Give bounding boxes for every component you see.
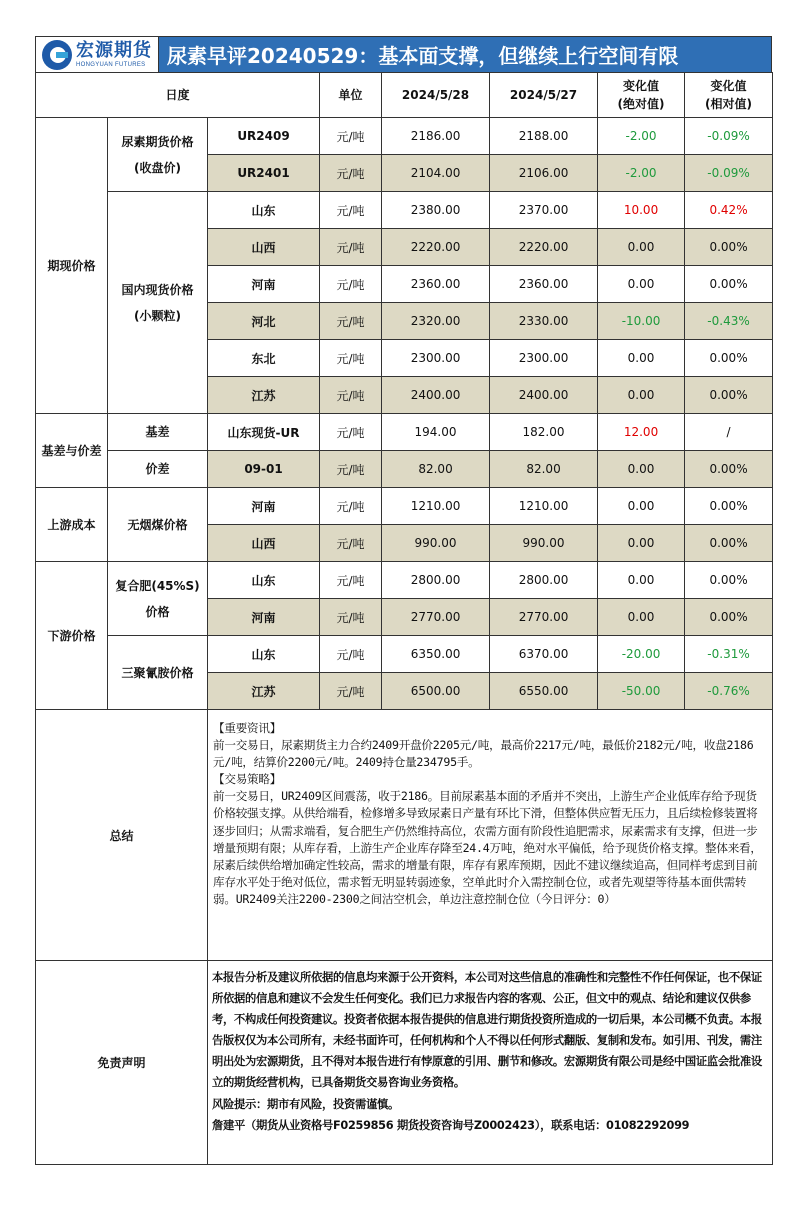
row-abs-change: 12.00	[598, 414, 685, 451]
row-item: 河南	[208, 488, 320, 525]
row-unit: 元/吨	[320, 377, 382, 414]
row-item: 河南	[208, 599, 320, 636]
table-row	[36, 414, 773, 451]
row-rel-change: 0.00%	[685, 562, 773, 599]
row-value-date2: 2360.00	[490, 266, 598, 303]
row-abs-change: -20.00	[598, 636, 685, 673]
company-logo	[36, 37, 159, 72]
row-rel-change: 0.00%	[685, 377, 773, 414]
row-value-date2: 2300.00	[490, 340, 598, 377]
table-header-row	[36, 73, 773, 118]
row-abs-change: -10.00	[598, 303, 685, 340]
row-item: 山西	[208, 229, 320, 266]
row-item: 江苏	[208, 673, 320, 710]
row-value-date1: 2380.00	[382, 192, 490, 229]
row-value-date2: 6370.00	[490, 636, 598, 673]
price-table	[35, 72, 773, 1165]
row-abs-change: 0.00	[598, 340, 685, 377]
row-item: UR2401	[208, 155, 320, 192]
group-label-upstream_cost: 上游成本	[36, 488, 108, 562]
group-label-basis_spread: 基差与价差	[36, 414, 108, 488]
row-abs-change: 0.00	[598, 377, 685, 414]
row-value-date2: 2330.00	[490, 303, 598, 340]
row-rel-change: -0.31%	[685, 636, 773, 673]
header-date2: 2024/5/27	[490, 73, 598, 118]
logo-wordmark	[76, 39, 152, 68]
strategy-body: 前一交易日，UR2409区间震荡，收于2186。目前尿素基本面的矛盾并不突出，上游生产企业低库存给予现货价格较强支撑。从供给端看，检修增多导致尿素日产量有环比下滑，但整体供应暂无压力，且后续检修装置将逐步回归；从需求端看，复合肥生产仍然维持高位，农需方面有阶段性追肥需求，尿素需求有支撑，但进一步增量预期有限；从库存看，上游生产企业库存降至24.4万吨，绝对水平偏低，给予现货价格支撑。整体来看，尿素后续供给增加确定性较高，需求的增量有限，库存有累库预期，因此不建议继续追高，但同样考虑到目前库存水平处于绝对低位，需求暂无明显转弱迹象，空单此时介入需控制仓位，或者先观望等待基本面供需转弱。UR2409关注2200-2300之间沽空机会，单边注意控制仓位（今日评分：0）	[213, 789, 762, 906]
report-header	[35, 36, 772, 72]
row-unit: 元/吨	[320, 673, 382, 710]
row-item: UR2409	[208, 118, 320, 155]
row-value-date1: 82.00	[382, 451, 490, 488]
row-value-date2: 2220.00	[490, 229, 598, 266]
row-value-date2: 2188.00	[490, 118, 598, 155]
row-value-date2: 182.00	[490, 414, 598, 451]
row-abs-change: 0.00	[598, 266, 685, 303]
row-abs-change: 0.00	[598, 451, 685, 488]
row-abs-change: 0.00	[598, 229, 685, 266]
row-unit: 元/吨	[320, 155, 382, 192]
row-value-date1: 990.00	[382, 525, 490, 562]
row-unit: 元/吨	[320, 525, 382, 562]
table-row	[36, 451, 773, 488]
summary-row	[36, 710, 773, 961]
row-value-date2: 6550.00	[490, 673, 598, 710]
row-rel-change: 0.42%	[685, 192, 773, 229]
row-item: 河北	[208, 303, 320, 340]
row-unit: 元/吨	[320, 229, 382, 266]
report-title: 尿素早评20240529：基本面支撑，但继续上行空间有限	[159, 37, 771, 72]
row-item: 09-01	[208, 451, 320, 488]
row-value-date1: 2320.00	[382, 303, 490, 340]
summary-text	[208, 710, 773, 961]
row-item: 江苏	[208, 377, 320, 414]
row-unit: 元/吨	[320, 636, 382, 673]
row-value-date2: 82.00	[490, 451, 598, 488]
logo-english-name: HONGYUAN FUTURES	[76, 61, 146, 68]
risk-warning: 风险提示：期市有风险，投资需谨慎。	[212, 1097, 399, 1111]
row-rel-change: -0.09%	[685, 155, 773, 192]
row-item: 山西	[208, 525, 320, 562]
row-unit: 元/吨	[320, 303, 382, 340]
row-rel-change: 0.00%	[685, 340, 773, 377]
row-item: 山东	[208, 562, 320, 599]
row-rel-change: 0.00%	[685, 525, 773, 562]
row-value-date1: 2300.00	[382, 340, 490, 377]
subgroup-label-anthracite: 无烟煤价格	[108, 488, 208, 562]
row-rel-change: -0.43%	[685, 303, 773, 340]
row-rel-change: -0.09%	[685, 118, 773, 155]
disclaimer-text	[208, 961, 773, 1165]
row-value-date1: 2104.00	[382, 155, 490, 192]
header-dimension: 日度	[36, 73, 320, 118]
row-abs-change: -2.00	[598, 118, 685, 155]
row-value-date2: 2400.00	[490, 377, 598, 414]
row-value-date1: 194.00	[382, 414, 490, 451]
row-item: 东北	[208, 340, 320, 377]
row-rel-change: 0.00%	[685, 451, 773, 488]
header-date1: 2024/5/28	[382, 73, 490, 118]
row-item: 山东	[208, 192, 320, 229]
table-row	[36, 636, 773, 673]
row-rel-change: 0.00%	[685, 229, 773, 266]
header-unit: 单位	[320, 73, 382, 118]
row-abs-change: 0.00	[598, 525, 685, 562]
row-value-date2: 2370.00	[490, 192, 598, 229]
row-value-date1: 2400.00	[382, 377, 490, 414]
group-label-futures_spot: 期现价格	[36, 118, 108, 414]
row-value-date1: 2770.00	[382, 599, 490, 636]
table-row	[36, 118, 773, 155]
row-value-date2: 2800.00	[490, 562, 598, 599]
row-unit: 元/吨	[320, 340, 382, 377]
row-value-date1: 6350.00	[382, 636, 490, 673]
header-abs-change: 变化值 (绝对值)	[598, 73, 685, 118]
row-value-date2: 2106.00	[490, 155, 598, 192]
row-value-date1: 2800.00	[382, 562, 490, 599]
news-heading: 【重要资讯】	[213, 721, 282, 735]
subgroup-label-spread: 价差	[108, 451, 208, 488]
subgroup-label-basis: 基差	[108, 414, 208, 451]
disclaimer-label: 免责声明	[36, 961, 208, 1165]
row-rel-change: 0.00%	[685, 488, 773, 525]
row-value-date2: 2770.00	[490, 599, 598, 636]
row-abs-change: -2.00	[598, 155, 685, 192]
row-unit: 元/吨	[320, 414, 382, 451]
row-unit: 元/吨	[320, 562, 382, 599]
row-unit: 元/吨	[320, 488, 382, 525]
row-rel-change: /	[685, 414, 773, 451]
row-abs-change: 0.00	[598, 599, 685, 636]
table-row	[36, 488, 773, 525]
row-unit: 元/吨	[320, 599, 382, 636]
row-value-date2: 990.00	[490, 525, 598, 562]
table-row	[36, 192, 773, 229]
logo-chinese-name: 宏源期货	[76, 39, 152, 61]
subgroup-label-compound_fert: 复合肥(45%S) 价格	[108, 562, 208, 636]
row-unit: 元/吨	[320, 266, 382, 303]
row-unit: 元/吨	[320, 451, 382, 488]
row-unit: 元/吨	[320, 192, 382, 229]
strategy-heading: 【交易策略】	[213, 772, 282, 787]
disclaimer-body: 本报告分析及建议所依据的信息均来源于公开资料，本公司对这些信息的准确性和完整性不作任何保证，也不保证所依据的信息和建议不会发生任何变化。我们已力求报告内容的客观、公正，但文中的观点、结论和建议仅供参考，不构成任何投资建议。投资者依据本报告提供的信息进行期货投资所造成的一切后果，本公司概不负责。本报告版权仅为本公司所有，未经书面许可，任何机构和个人不得以任何形式翻版、复制和发布。如引用、刊发，需注明出处为宏源期货，且不得对本报告进行有悖原意的引用、删节和修改。宏源期货有限公司是经中国证监会批准设立的期货经营机构，已具备期货交易咨询业务资格。	[212, 971, 762, 1090]
subgroup-label-melamine: 三聚氰胺价格	[108, 636, 208, 710]
row-value-date1: 2360.00	[382, 266, 490, 303]
row-rel-change: 0.00%	[685, 266, 773, 303]
author-contact: 詹建平（期货从业资格号F0259856 期货投资咨询号Z0002423），联系电话：01082292099	[212, 1118, 690, 1132]
header-rel-change: 变化值 (相对值)	[685, 73, 773, 118]
row-value-date1: 2186.00	[382, 118, 490, 155]
subgroup-label-domestic_spot: 国内现货价格 (小颗粒)	[108, 192, 208, 414]
group-label-downstream_price: 下游价格	[36, 562, 108, 710]
urea-morning-report	[35, 36, 772, 1165]
row-value-date1: 1210.00	[382, 488, 490, 525]
row-rel-change: 0.00%	[685, 599, 773, 636]
row-item: 山东现货-UR	[208, 414, 320, 451]
row-item: 山东	[208, 636, 320, 673]
disclaimer-row	[36, 961, 773, 1165]
summary-label: 总结	[36, 710, 208, 961]
row-unit: 元/吨	[320, 118, 382, 155]
row-abs-change: -50.00	[598, 673, 685, 710]
row-abs-change: 0.00	[598, 562, 685, 599]
news-body: 前一交易日，尿素期货主力合约2409开盘价2205元/吨，最高价2217元/吨，最低价2182元/吨，收盘2186元/吨，结算价2200元/吨。2409持仓量234795手。	[213, 738, 754, 770]
row-value-date2: 1210.00	[490, 488, 598, 525]
row-item: 河南	[208, 266, 320, 303]
row-rel-change: -0.76%	[685, 673, 773, 710]
table-row	[36, 562, 773, 599]
row-value-date1: 2220.00	[382, 229, 490, 266]
subgroup-label-futures_price: 尿素期货价格 (收盘价)	[108, 118, 208, 192]
logo-emblem-icon	[42, 40, 72, 70]
row-abs-change: 0.00	[598, 488, 685, 525]
row-value-date1: 6500.00	[382, 673, 490, 710]
row-abs-change: 10.00	[598, 192, 685, 229]
